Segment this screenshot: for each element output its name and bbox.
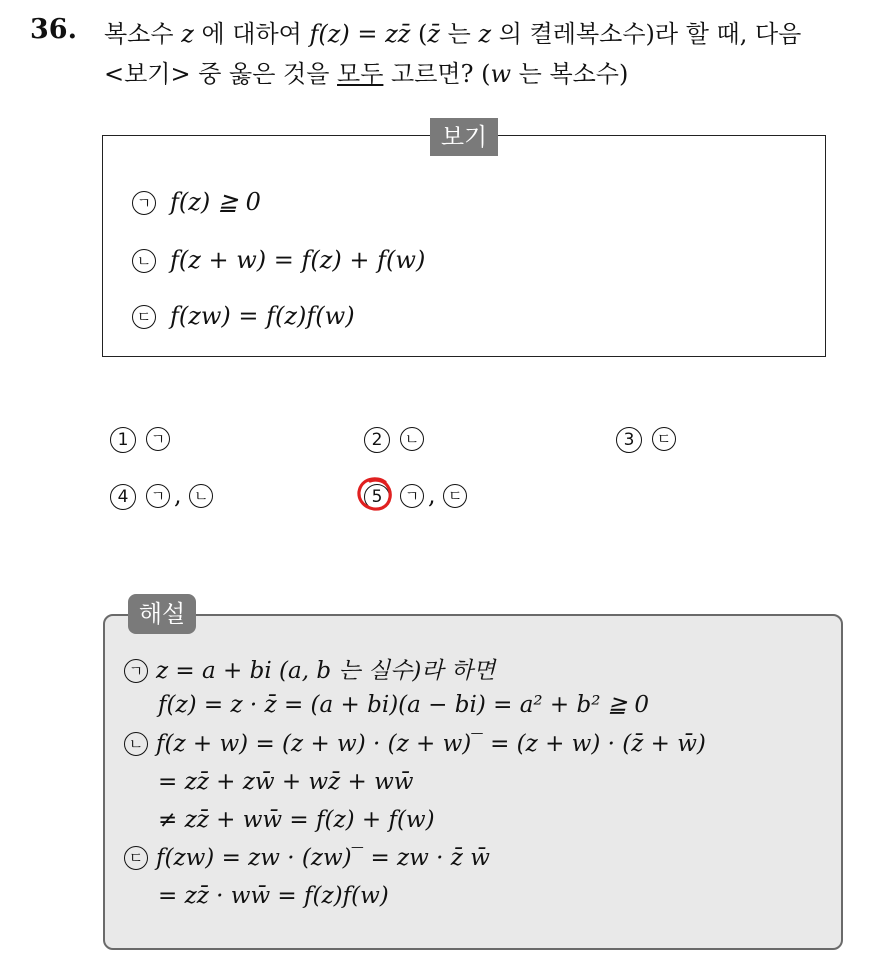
marker-nieun-icon: ㄴ bbox=[124, 732, 148, 756]
solution-line-5: ≠ zz̄ + ww̄ = f(z) + f(w) bbox=[158, 807, 435, 833]
marker-digeut-icon: ㄷ bbox=[132, 305, 156, 329]
solution-line-3: ㄴ f(z + w) = (z + w) · (z + w)‾ = (z + w) · (z̄ + w̄) bbox=[124, 731, 706, 757]
marker-icon: ㄱ bbox=[400, 484, 424, 508]
bogi-title: 보기 bbox=[430, 118, 498, 156]
bogi-item-2: ㄴ f(z + w) = f(z) + f(w) bbox=[132, 246, 425, 274]
question-text-line-2: <보기> 중 옳은 것을 모두 고르면? (w 는 복소수) bbox=[104, 60, 629, 88]
choice-4[interactable]: 4 ㄱ , ㄴ bbox=[110, 481, 217, 510]
question-text-line-1: 복소수 z 에 대하여 f(z) = zz̄ (z̄ 는 z 의 켤레복소수)라 할 때, 다음 bbox=[104, 20, 802, 48]
marker-digeut-icon: ㄷ bbox=[124, 846, 148, 870]
emphasis-all: 모두 bbox=[337, 60, 384, 88]
choice-2[interactable] bbox=[364, 424, 428, 453]
solution-line-4: = zz̄ + zw̄ + wz̄ + ww̄ bbox=[158, 769, 414, 795]
choice-number: 4 bbox=[110, 484, 136, 510]
solution-line-1: ㄱ z = a + bi (a, b 는 실수)라 하면 bbox=[124, 652, 495, 685]
solution-line-2: f(z) = z · z̄ = (a + bi)(a − bi) = a² + b² ≧ 0 bbox=[158, 692, 649, 718]
bogi-item-1: ㄱ f(z) ≧ 0 bbox=[132, 188, 261, 216]
marker-icon: ㄴ bbox=[400, 427, 424, 451]
choice-number: 3 bbox=[616, 427, 642, 453]
solution-line-6: ㄷ f(zw) = zw · (zw)‾ = zw · z̄ w̄ bbox=[124, 845, 490, 871]
choice-number: 2 bbox=[364, 427, 390, 453]
choice-5[interactable]: 5 ㄱ , ㄷ bbox=[364, 481, 471, 510]
solution-line-7: = zz̄ · ww̄ = f(z)f(w) bbox=[158, 883, 389, 909]
answer-mark-icon bbox=[355, 474, 395, 514]
marker-giyeok-icon: ㄱ bbox=[132, 191, 156, 215]
marker-icon: ㄷ bbox=[652, 427, 676, 451]
choice-number: 5 bbox=[364, 484, 390, 510]
choice-1[interactable] bbox=[110, 424, 174, 453]
marker-giyeok-icon: ㄱ bbox=[124, 659, 148, 683]
marker-icon: ㄱ bbox=[146, 484, 170, 508]
question-number: 36. bbox=[30, 14, 77, 45]
solution-title: 해설 bbox=[128, 594, 196, 634]
choice-number: 1 bbox=[110, 427, 136, 453]
marker-icon: ㄱ bbox=[146, 427, 170, 451]
bogi-item-3: ㄷ f(zw) = f(z)f(w) bbox=[132, 302, 355, 330]
marker-icon: ㄷ bbox=[443, 484, 467, 508]
marker-icon: ㄴ bbox=[189, 484, 213, 508]
choice-3[interactable] bbox=[616, 424, 680, 453]
marker-nieun-icon: ㄴ bbox=[132, 249, 156, 273]
